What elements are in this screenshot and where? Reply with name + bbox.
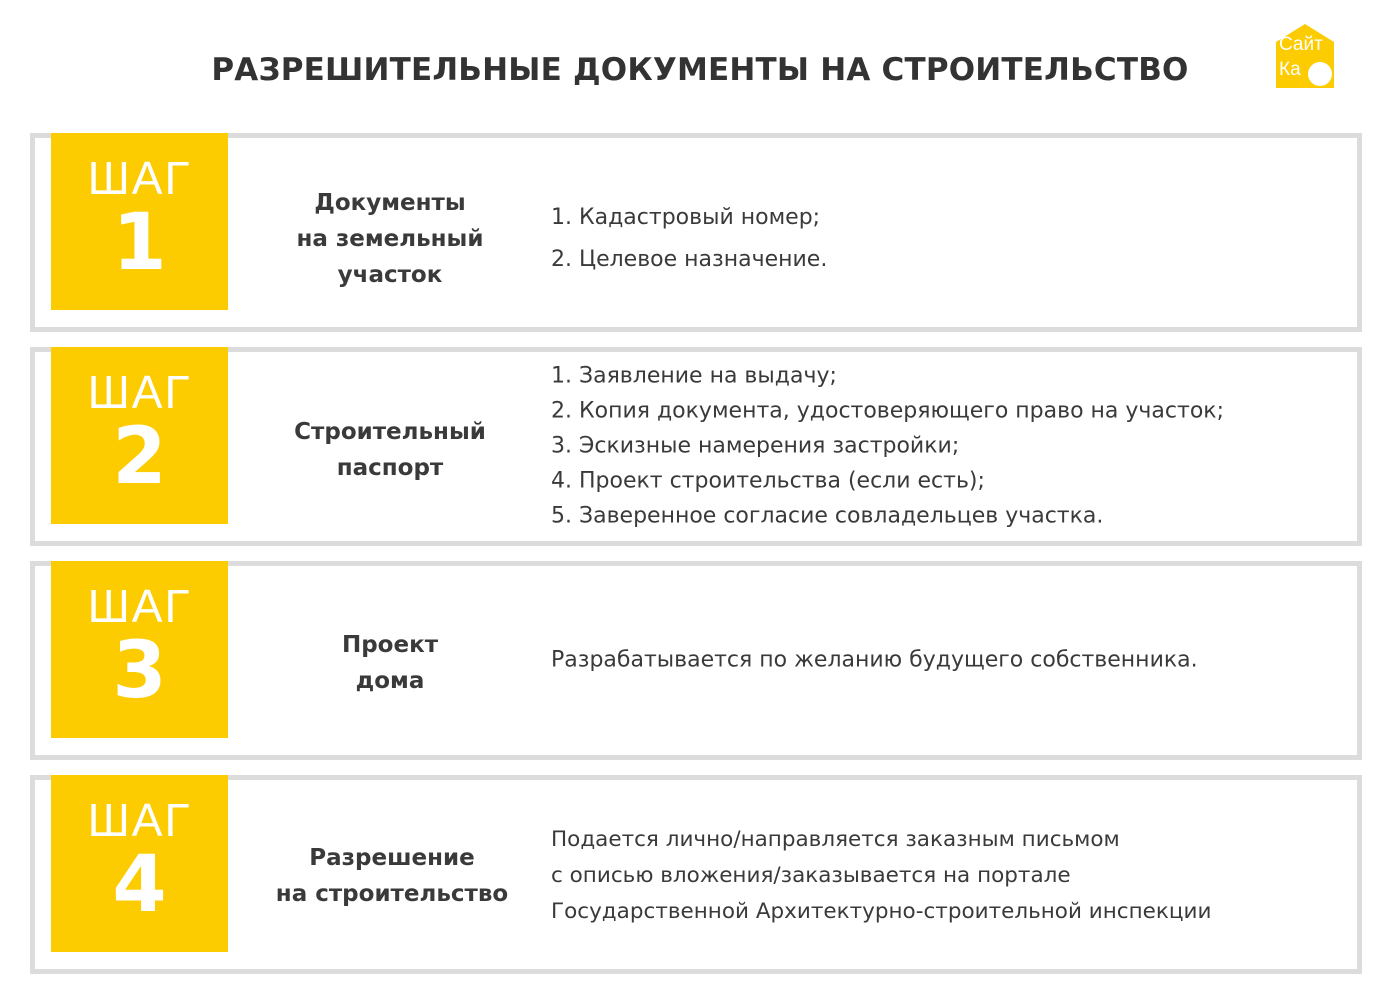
step-item: 4. Проект строительства (если есть); [551, 468, 985, 494]
page-title: РАЗРЕШИТЕЛЬНЫЕ ДОКУМЕНТЫ НА СТРОИТЕЛЬСТВО [211, 52, 1189, 88]
step-title [247, 840, 537, 912]
step-badge-label: ШАГ [87, 580, 192, 632]
step-item: 2. Целевое назначение. [551, 247, 828, 272]
step-badge [51, 561, 228, 738]
step-badge-number: 1 [112, 198, 167, 288]
step-title-line: участок [337, 262, 443, 288]
site-logo [1276, 24, 1334, 88]
step-badge-label: ШАГ [87, 152, 192, 204]
step-items [551, 197, 1359, 281]
step-title [255, 414, 525, 486]
step-badge-label: ШАГ [87, 366, 192, 418]
step-item: 1. Заявление на выдачу; [551, 363, 837, 389]
step-title-line: Проект [341, 632, 439, 658]
logo-text-line-2: Ка [1279, 59, 1301, 80]
step-item: с описью вложения/заказывается на портале [551, 863, 1071, 888]
step-badge [51, 347, 228, 524]
step-title-line: на земельный [296, 226, 484, 252]
step-badge [51, 775, 228, 952]
step-item: Государственной Архитектурно-строительной инспекции [551, 899, 1212, 924]
step-badge-label: ШАГ [87, 794, 192, 846]
step-card-3 [30, 561, 1362, 760]
step-card-4 [30, 775, 1362, 974]
step-title-line: паспорт [336, 455, 444, 481]
step-item: 5. Заверенное согласие совладельцев участка. [551, 503, 1104, 529]
step-item: Подается лично/направляется заказным письмом [551, 827, 1120, 852]
step-title-line: дома [355, 668, 425, 694]
step-badge-number: 4 [112, 840, 167, 930]
step-title [255, 627, 525, 699]
step-item: 2. Копия документа, удостоверяющего право на участок; [551, 398, 1224, 424]
step-title [255, 185, 525, 293]
step-card-2 [30, 347, 1362, 546]
logo-text-line-1: Сайт [1279, 34, 1323, 55]
step-badge-number: 3 [112, 626, 167, 716]
step-card-1 [30, 133, 1362, 332]
step-title-line: Строительный [294, 419, 486, 445]
step-badge [51, 133, 228, 310]
step-items [551, 359, 1359, 534]
step-title-line: на строительство [275, 881, 509, 907]
step-badge-number: 2 [112, 412, 167, 502]
step-item: Разрабатывается по желанию будущего собственника. [551, 647, 1198, 673]
step-item: 3. Эскизные намерения застройки; [551, 433, 960, 459]
step-items [551, 822, 1359, 930]
step-items [551, 643, 1359, 678]
step-item: 1. Кадастровый номер; [551, 205, 821, 230]
step-title-line: Разрешение [309, 845, 475, 871]
step-title-line: Документы [314, 190, 466, 216]
